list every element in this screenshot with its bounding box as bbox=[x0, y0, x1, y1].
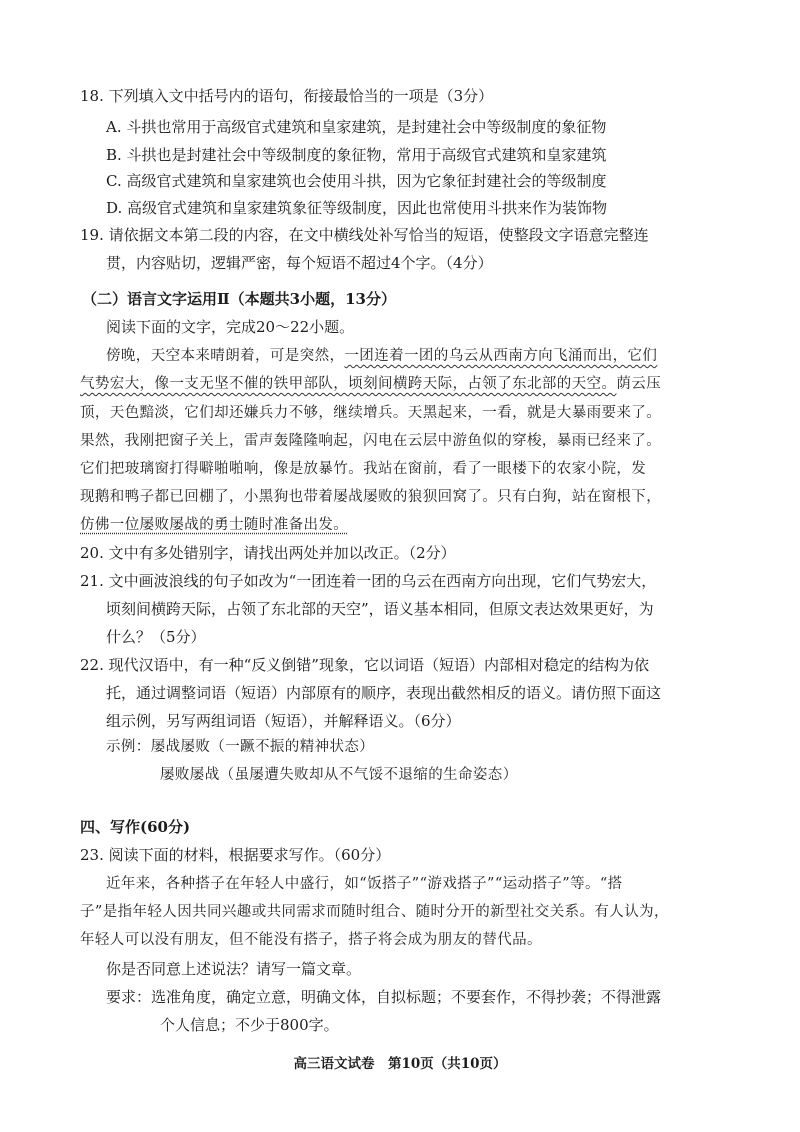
q23-material-2: 子”是指年轻人因共同兴趣或共同需求而随时组合、随时分开的新型社交关系。有人认为， bbox=[80, 904, 669, 920]
q18-option-a: A. 斗拱也常用于高级官式建筑和皇家建筑，是封建社会中等级制度的象征物 bbox=[106, 118, 607, 136]
q18-option-c: C. 高级官式建筑和皇家建筑也会使用斗拱，因为它象征封建社会的等级制度 bbox=[106, 172, 607, 190]
q22-example-2: 屡败屡战（虽屡遭失败却从不气馁不退缩的生命姿态） bbox=[160, 767, 518, 783]
section-4-heading: 四、写作(60分) bbox=[80, 818, 191, 836]
passage-line-4: 果然，我刚把窗子关上，雷声轰隆隆响起，闪电在云层中游鱼似的穿梭，暴雨已经来了。 bbox=[80, 433, 662, 449]
q22-line-3: 组示例，另写两组词语（短语），并解释语义。（6分） bbox=[106, 712, 461, 730]
q18-option-b: B. 斗拱也是封建社会中等级制度的象征物，常用于高级官式建筑和皇家建筑 bbox=[106, 146, 607, 164]
q19-line-2: 贯，内容贴切，逻辑严密，每个短语不超过4个字。（4分） bbox=[106, 254, 493, 272]
passage-line-2-b: 荫云压 bbox=[616, 376, 662, 392]
q21-line-2: 顷刻间横跨天际，占领了东北部的天空”，语义基本相同，但原文表达效果更好，为 bbox=[106, 600, 654, 618]
page-footer: 高三语文试卷 第10页（共10页） bbox=[293, 1056, 507, 1072]
q21-line-3: 什么？（5分） bbox=[106, 628, 206, 646]
q22-line-1: 22. 现代汉语中，有一种“反义倒错”现象，它以词语（短语）内部相对稳定的结构为依 bbox=[80, 656, 649, 674]
section-2-heading: （二）语言文字运用Ⅱ（本题共3小题，13分） bbox=[82, 290, 396, 308]
q21-line-1: 21. 文中画波浪线的句子如改为“一团连着一团的乌云在西南方向出现，它们气势宏大， bbox=[80, 572, 657, 590]
passage-line-2 bbox=[80, 374, 661, 394]
q23-material-1: 近年来，各种搭子在年轻人中盛行，如“饭搭子”“游戏搭子”“运动搭子”等。“搭 bbox=[106, 876, 623, 892]
passage-line-7-text: 仿佛一位屡败屡战的勇士随时准备出发。 bbox=[80, 517, 349, 533]
q23-stem: 23. 阅读下面的材料，根据要求写作。（60分） bbox=[80, 846, 391, 864]
q22-example-1: 示例：屡战屡败（一蹶不振的精神状态） bbox=[106, 739, 375, 755]
passage-line-1-a: 傍晚，天空本来晴朗着，可是突然， bbox=[106, 348, 345, 364]
q22-line-2: 托，通过调整词语（短语）内部原有的顺序，表现出截然相反的语义。请仿照下面这 bbox=[106, 684, 662, 702]
passage-line-6: 现鹅和鸭子都已回棚了，小黑狗也带着屡战屡败的狼狈回窝了。只有白狗，站在窗根下， bbox=[80, 489, 662, 505]
q18-stem: 18. 下列填入文中括号内的语句，衔接最恰当的一项是（3分） bbox=[80, 87, 494, 105]
q23-requirement-2: 个人信息；不少于800字。 bbox=[160, 1016, 339, 1034]
q23-requirement-1: 要求：选准角度，确定立意，明确文体，自拟标题；不要套作，不得抄袭；不得泄露 bbox=[106, 988, 662, 1006]
q20-stem: 20. 文中有多处错别字，请找出两处并加以改正。（2分） bbox=[80, 544, 456, 562]
passage-line-1 bbox=[106, 346, 657, 366]
q19-line-1: 19. 请依据文本第二段的内容，在文中横线处补写恰当的短语，使整段文字语意完整连 bbox=[80, 226, 649, 244]
passage-wavy-sentence-2: 气势宏大，像一支无坚不催的铁甲部队，顷刻间横跨天际，占领了东北部的天空。 bbox=[80, 376, 617, 392]
q23-ask: 你是否同意上述说法？请写一篇文章。 bbox=[106, 960, 362, 978]
passage-wavy-sentence-1: 一团连着一团的乌云从西南方向飞涌而出，它们 bbox=[344, 348, 658, 364]
q18-option-d: D. 高级官式建筑和皇家建筑象征等级制度，因此也常使用斗拱来作为装饰物 bbox=[106, 199, 608, 217]
passage-line-3: 顶，天色黯淡，它们却还嫌兵力不够，继续增兵。天黑起来，一看，就是大暴雨要来了。 bbox=[80, 405, 662, 421]
passage-line-7 bbox=[80, 515, 348, 535]
q23-material-3: 年轻人可以没有朋友，但不能没有搭子，搭子将会成为朋友的替代品。 bbox=[80, 932, 542, 948]
section-2-intro: 阅读下面的文字，完成20～22小题。 bbox=[106, 318, 355, 336]
passage-line-5: 它们把玻璃窗打得噼啪啪响，像是放暴竹。我站在窗前，看了一眼楼下的农家小院，发 bbox=[80, 461, 647, 477]
